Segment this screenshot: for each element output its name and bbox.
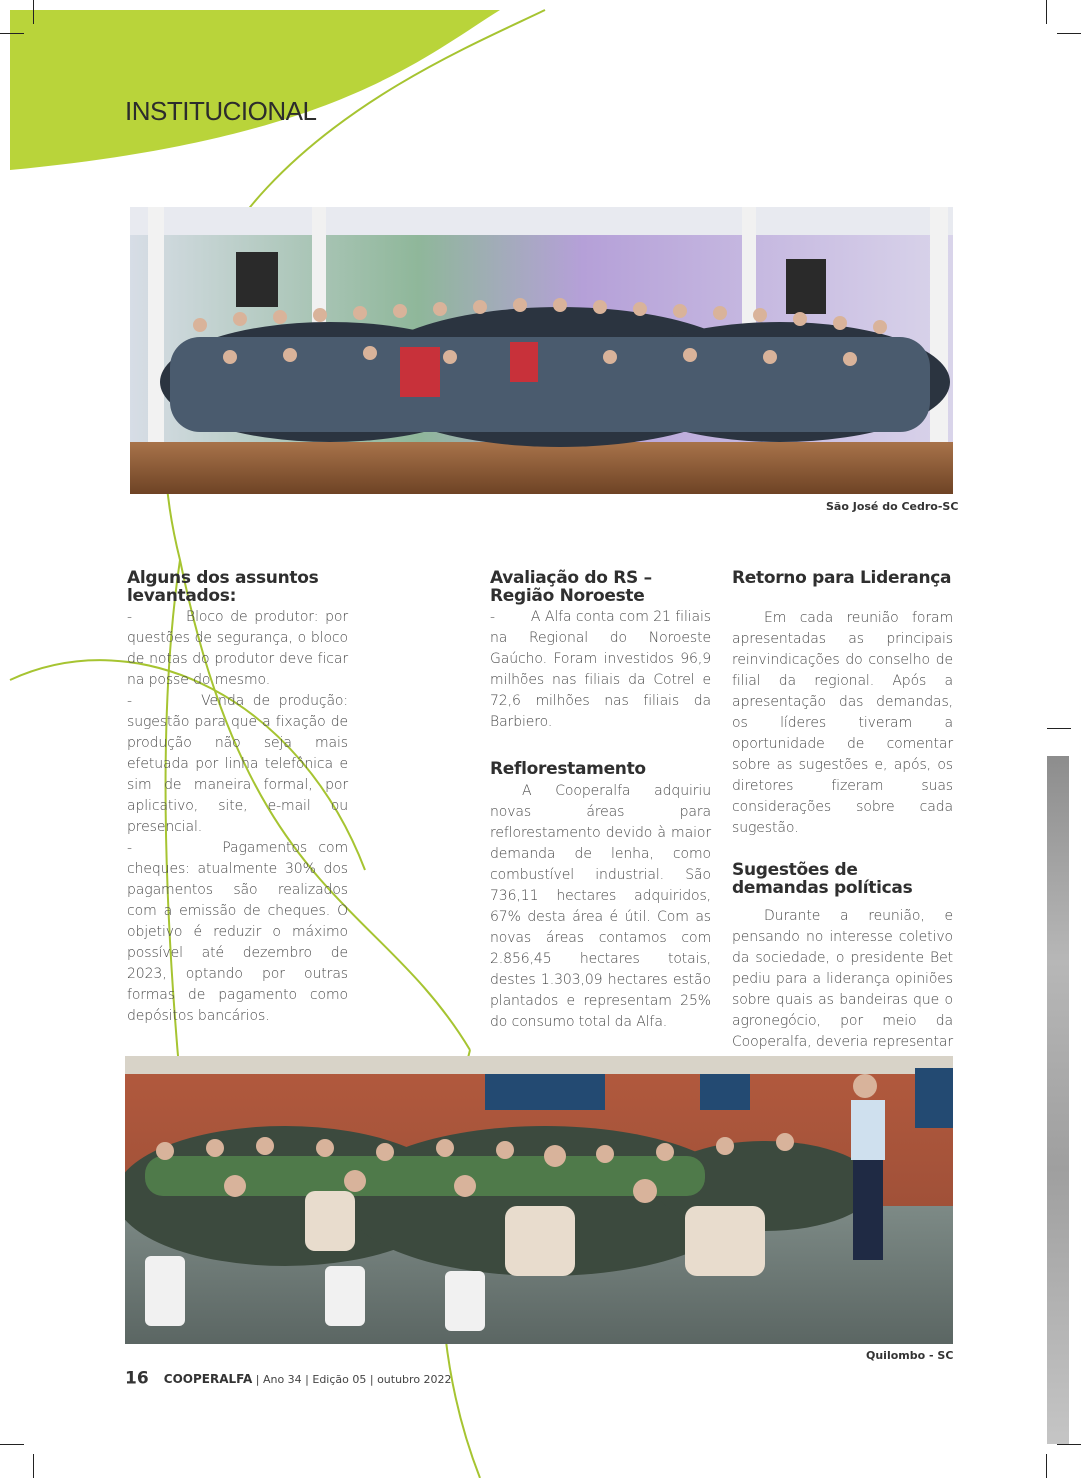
paragraph-pagamentos: - Pagamentos com cheques: atualmente 30% dos pagamentos são realizados com a emissão de cheques. O objetivo é reduzir o máximo possível até dezembro de 2023, optando por outras formas de pagamento como depósitos bancários. [127, 840, 348, 1024]
page-footer [125, 1368, 452, 1389]
audience-photo [125, 1056, 953, 1344]
section-label: INSTITUCIONAL [125, 96, 317, 126]
crop-mark [1047, 728, 1071, 729]
paragraph-retorno-lideranca [732, 608, 953, 839]
heading-sugestoes-politicas: Sugestões de demandas políticas [732, 860, 913, 898]
group-photo [130, 207, 953, 494]
paragraph-venda-producao: - Venda de produção: sugestão para que a fixação de produção não seja mais efetuada por linha telefônica e sim de maneira formal, por aplicativo, site, e-mail ou presencial. [127, 693, 348, 835]
column-assuntos [127, 569, 348, 1027]
crop-mark [33, 0, 34, 24]
crop-mark [1057, 33, 1081, 34]
paragraph-reflorestamento-text: A Cooperalfa adquiriu novas áreas para reflorestamento devido à maior demanda de lenha, como combustível industrial. São 736,11 hectares adquiridos, 67% desta área é útil. Com as novas áreas contamos com 2.856,45 hectares totais, destes 1.303,09 hectares estão plantados e representam 25% do consumo total da Alfa. [490, 783, 711, 1030]
next-page-edge [1047, 756, 1069, 1444]
paragraph-sugestoes-politicas [732, 906, 953, 1074]
column-avaliacao-rs [490, 569, 711, 1033]
paragraph-bloco-produtor: - Bloco de produtor: por questões de segurança, o bloco de notas do produtor deve ficar na posse do mesmo. [127, 609, 348, 688]
page-number: 16 [125, 1368, 149, 1389]
paragraph-sugestoes-text: Durante a reunião, e pensando no interesse coletivo da sociedade, o presidente Bet pediu para a liderança opiniões sobre quais as bandeiras que o agronegócio, por meio da Cooperalfa, deveria representar [732, 908, 953, 1050]
heading-avaliacao-rs: Avaliação do RS – Região Noroeste [490, 568, 652, 606]
heading-reflorestamento: Reflorestamento [490, 759, 646, 779]
top-photo-caption: São José do Cedro-SC [826, 500, 959, 513]
footer-brand: COOPERALFA [163, 1372, 253, 1386]
paragraph-retorno-text: Em cada reunião foram apresentadas as principais reinvindicações do conselho de filial da regional. Após a apresentação das demandas, os líderes tiveram a oportunidade de comentar sobre as sugestões e, após, os diretores fizeram suas considerações sobre cada sugestão. [732, 610, 953, 836]
paragraph-avaliacao-rs: - A Alfa conta com 21 filiais na Regional do Noroeste Gaúcho. Foram investidos 96,9 milhões nas filiais da Cotrel e 72,6 milhões nas filiais da Barbiero. [490, 609, 711, 730]
crop-mark [0, 33, 24, 34]
column-retorno-lideranca [732, 569, 953, 1074]
crop-mark [1046, 0, 1047, 24]
crop-mark [33, 1454, 34, 1478]
crop-mark [0, 1444, 24, 1445]
heading-assuntos: Alguns dos assuntos levantados: [127, 568, 319, 606]
paragraph-reflorestamento [490, 781, 711, 1033]
footer-issue-info: | Ano 34 | Edição 05 | outubro 2022 [252, 1373, 452, 1386]
crop-mark [1057, 1444, 1081, 1445]
bottom-photo-caption: Quilombo - SC [866, 1349, 954, 1362]
heading-retorno-lideranca: Retorno para Liderança [732, 568, 952, 588]
crop-mark [1046, 1454, 1047, 1478]
